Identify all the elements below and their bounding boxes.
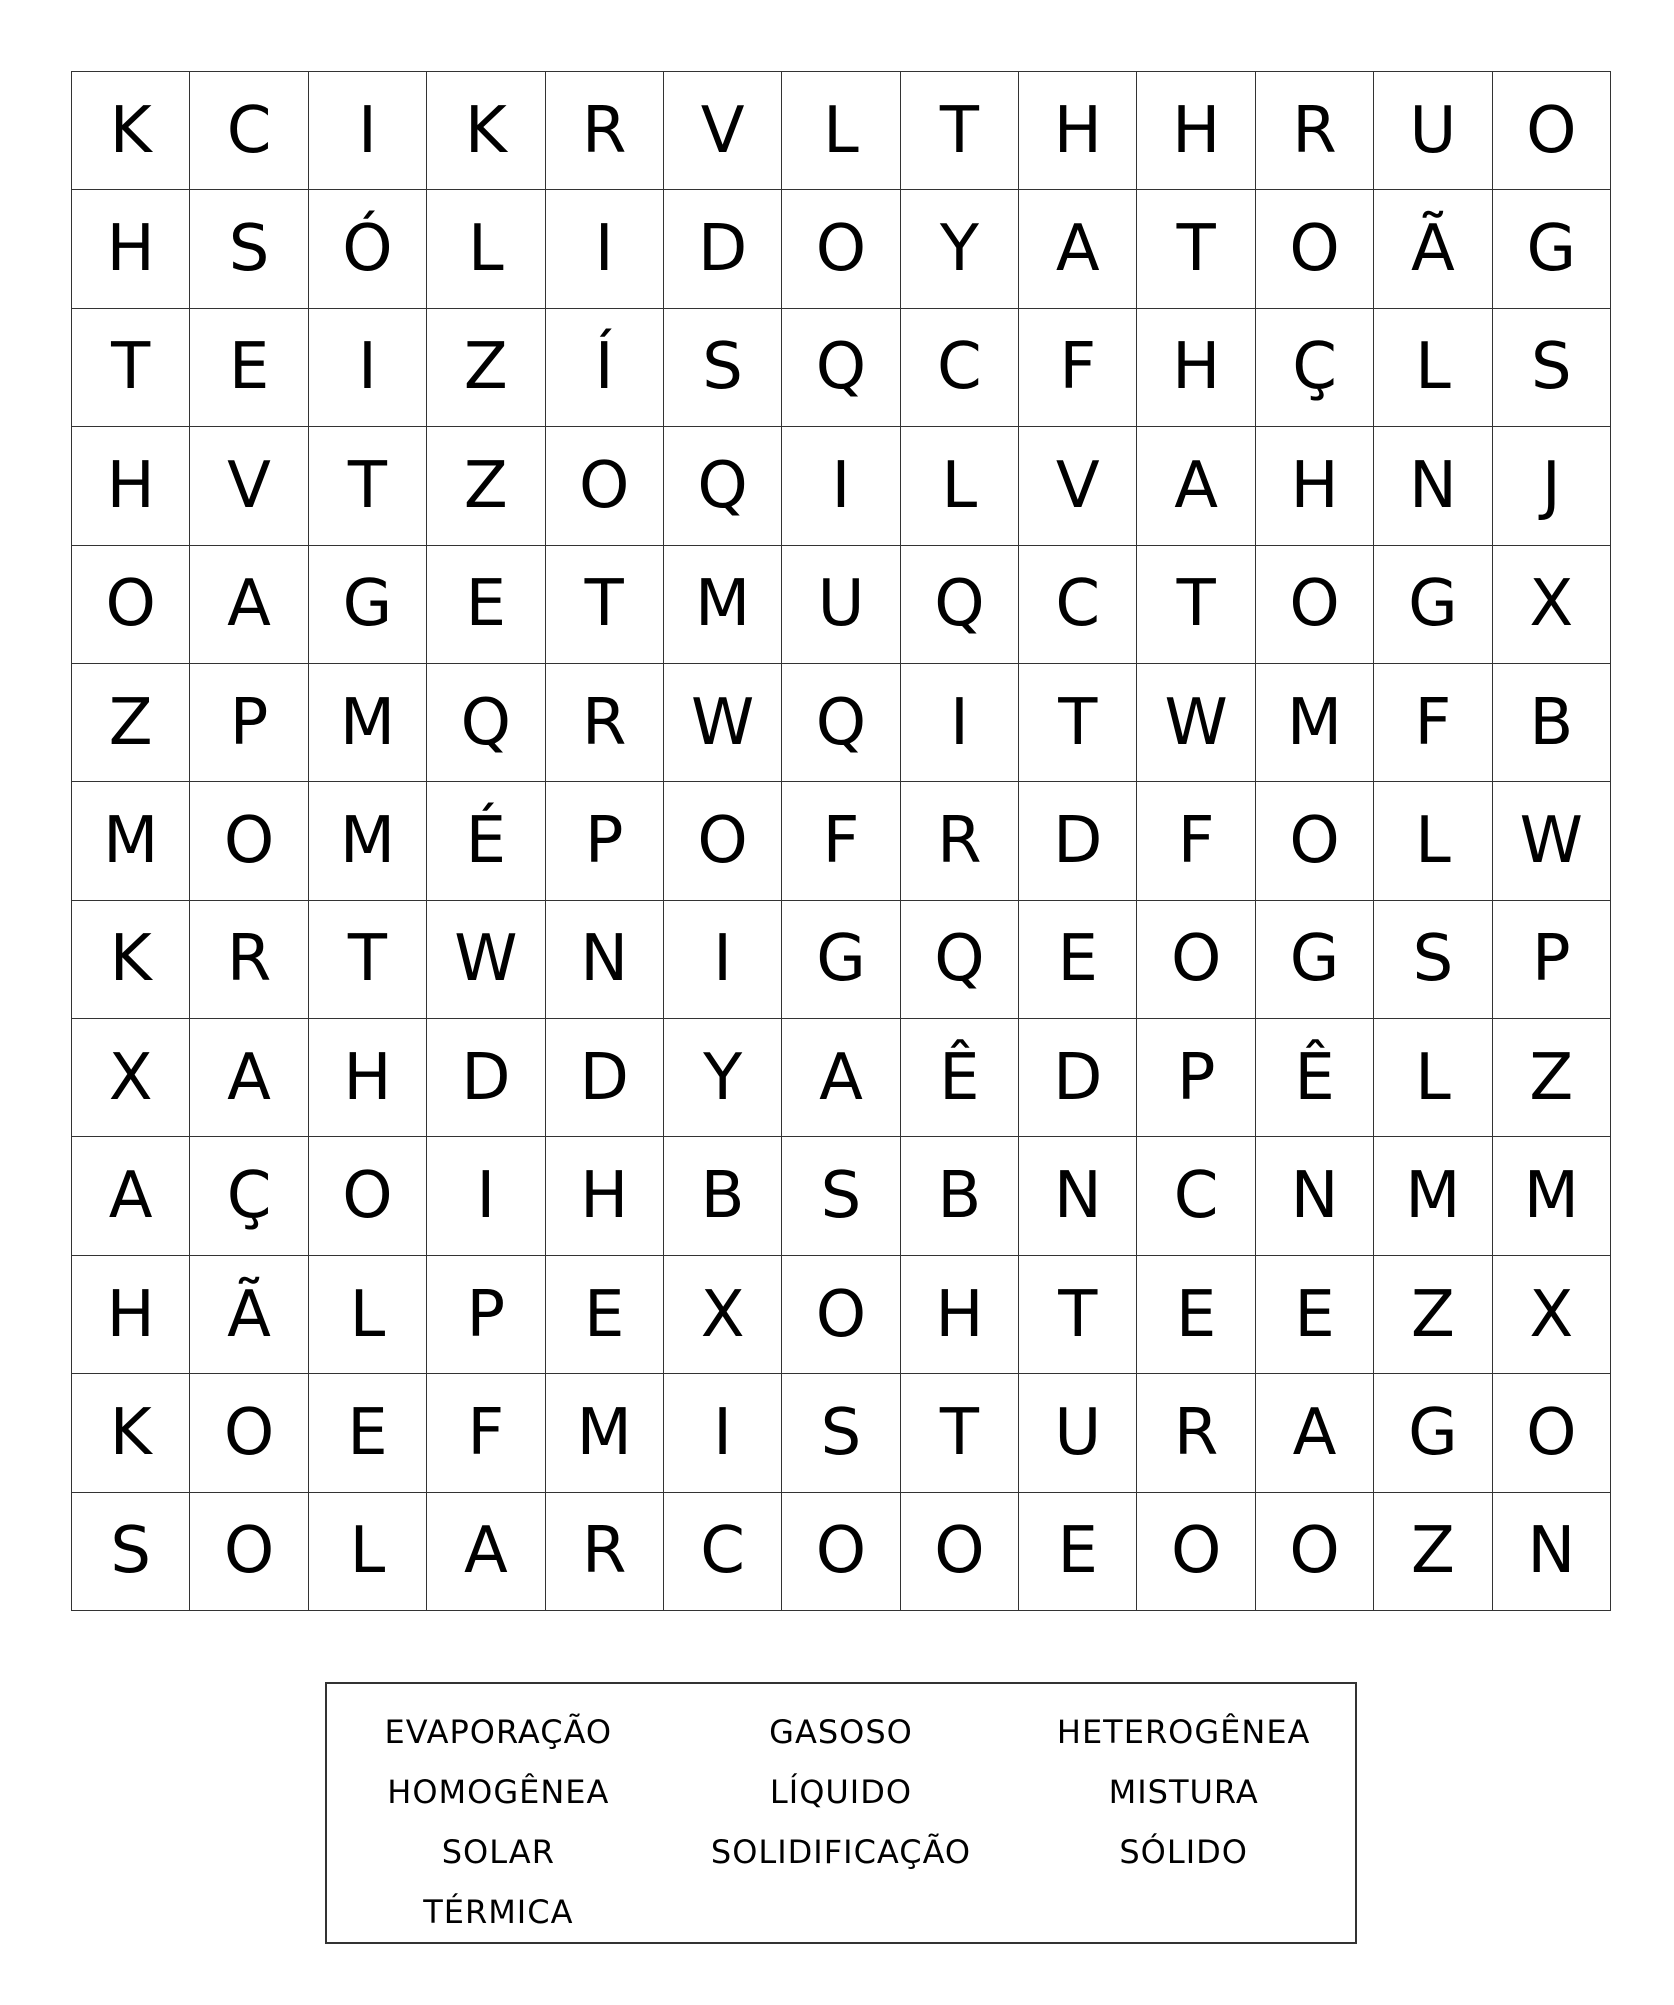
grid-cell[interactable]: J: [1493, 427, 1611, 545]
grid-cell[interactable]: M: [546, 1374, 664, 1492]
grid-cell[interactable]: N: [1019, 1137, 1137, 1255]
grid-cell[interactable]: X: [664, 1256, 782, 1374]
grid-cell[interactable]: Ó: [309, 190, 427, 308]
grid-cell[interactable]: P: [546, 782, 664, 900]
grid-cell[interactable]: L: [1374, 309, 1492, 427]
grid-cell[interactable]: G: [782, 901, 900, 1019]
grid-cell[interactable]: O: [190, 782, 308, 900]
grid-cell[interactable]: T: [1137, 190, 1255, 308]
word-search-grid: [71, 71, 1611, 1611]
grid-cell[interactable]: T: [1019, 1256, 1137, 1374]
grid-cell[interactable]: Ê: [1256, 1019, 1374, 1137]
grid-cell[interactable]: T: [72, 309, 190, 427]
grid-cell[interactable]: Q: [427, 664, 545, 782]
grid-cell[interactable]: M: [1493, 1137, 1611, 1255]
grid-cell[interactable]: C: [190, 72, 308, 190]
grid-cell[interactable]: V: [190, 427, 308, 545]
grid-cell[interactable]: Z: [1374, 1256, 1492, 1374]
grid-cell[interactable]: F: [782, 782, 900, 900]
word-bank-column: [327, 1702, 670, 1942]
grid-cell[interactable]: O: [1256, 190, 1374, 308]
grid-cell[interactable]: M: [664, 546, 782, 664]
grid-cell[interactable]: O: [190, 1374, 308, 1492]
grid-cell[interactable]: A: [72, 1137, 190, 1255]
word-bank-column: [670, 1702, 1013, 1942]
grid-cell[interactable]: M: [1256, 664, 1374, 782]
grid-cell[interactable]: T: [1137, 546, 1255, 664]
grid-cell[interactable]: K: [72, 72, 190, 190]
grid-cell[interactable]: U: [1374, 72, 1492, 190]
grid-cell[interactable]: S: [1374, 901, 1492, 1019]
grid-cell[interactable]: E: [1019, 901, 1137, 1019]
grid-cell[interactable]: G: [1256, 901, 1374, 1019]
grid-cell[interactable]: Z: [1374, 1493, 1492, 1611]
grid-cell[interactable]: H: [1256, 427, 1374, 545]
grid-cell[interactable]: A: [190, 546, 308, 664]
grid-cell[interactable]: L: [309, 1493, 427, 1611]
grid-cell[interactable]: D: [664, 190, 782, 308]
grid-cell[interactable]: A: [1137, 427, 1255, 545]
grid-cell[interactable]: H: [901, 1256, 1019, 1374]
grid-cell[interactable]: R: [546, 1493, 664, 1611]
grid-cell[interactable]: S: [72, 1493, 190, 1611]
grid-cell[interactable]: D: [1019, 1019, 1137, 1137]
grid-cell[interactable]: U: [782, 546, 900, 664]
grid-cell[interactable]: T: [901, 1374, 1019, 1492]
word-bank-item: MISTURA: [1108, 1773, 1259, 1811]
grid-cell[interactable]: Í: [546, 309, 664, 427]
grid-cell[interactable]: M: [1374, 1137, 1492, 1255]
grid-cell[interactable]: P: [1137, 1019, 1255, 1137]
grid-cell[interactable]: I: [782, 427, 900, 545]
grid-cell[interactable]: O: [782, 190, 900, 308]
grid-cell[interactable]: T: [1019, 664, 1137, 782]
grid-cell[interactable]: F: [1019, 309, 1137, 427]
grid-cell[interactable]: E: [1256, 1256, 1374, 1374]
grid-cell[interactable]: H: [72, 427, 190, 545]
grid-cell[interactable]: H: [1137, 72, 1255, 190]
grid-cell[interactable]: O: [1137, 901, 1255, 1019]
grid-cell[interactable]: Y: [664, 1019, 782, 1137]
grid-cell[interactable]: X: [1493, 1256, 1611, 1374]
grid-cell[interactable]: Q: [901, 546, 1019, 664]
grid-cell[interactable]: O: [1256, 1493, 1374, 1611]
grid-cell[interactable]: Z: [427, 427, 545, 545]
grid-cell[interactable]: R: [1256, 72, 1374, 190]
grid-cell[interactable]: N: [1493, 1493, 1611, 1611]
grid-cell[interactable]: M: [309, 664, 427, 782]
grid-cell[interactable]: E: [1019, 1493, 1137, 1611]
grid-cell[interactable]: O: [1493, 72, 1611, 190]
word-bank-item: TÉRMICA: [423, 1893, 574, 1931]
grid-cell[interactable]: O: [1137, 1493, 1255, 1611]
grid-cell[interactable]: O: [309, 1137, 427, 1255]
grid-cell[interactable]: D: [1019, 782, 1137, 900]
grid-cell[interactable]: A: [427, 1493, 545, 1611]
grid-cell[interactable]: N: [1256, 1137, 1374, 1255]
grid-cell[interactable]: S: [1493, 309, 1611, 427]
grid-cell[interactable]: O: [546, 427, 664, 545]
grid-cell[interactable]: Y: [901, 190, 1019, 308]
grid-cell[interactable]: G: [1374, 546, 1492, 664]
word-bank-item: SOLAR: [441, 1833, 555, 1871]
grid-cell[interactable]: P: [1493, 901, 1611, 1019]
grid-cell[interactable]: T: [309, 901, 427, 1019]
grid-cell[interactable]: O: [782, 1493, 900, 1611]
grid-cell[interactable]: C: [1137, 1137, 1255, 1255]
grid-cell[interactable]: B: [664, 1137, 782, 1255]
grid-cell[interactable]: U: [1019, 1374, 1137, 1492]
grid-cell[interactable]: R: [546, 72, 664, 190]
grid-cell[interactable]: I: [427, 1137, 545, 1255]
grid-cell[interactable]: S: [664, 309, 782, 427]
grid-cell[interactable]: Ç: [1256, 309, 1374, 427]
grid-cell[interactable]: R: [546, 664, 664, 782]
grid-cell[interactable]: É: [427, 782, 545, 900]
grid-cell[interactable]: I: [664, 901, 782, 1019]
grid-cell[interactable]: S: [782, 1374, 900, 1492]
grid-cell[interactable]: P: [427, 1256, 545, 1374]
grid-cell[interactable]: W: [1137, 664, 1255, 782]
grid-cell[interactable]: O: [190, 1493, 308, 1611]
grid-cell[interactable]: Ã: [1374, 190, 1492, 308]
grid-cell[interactable]: L: [782, 72, 900, 190]
grid-cell[interactable]: H: [309, 1019, 427, 1137]
grid-cell[interactable]: O: [1256, 782, 1374, 900]
grid-cell[interactable]: M: [309, 782, 427, 900]
grid-cell[interactable]: Ê: [901, 1019, 1019, 1137]
grid-cell[interactable]: K: [72, 901, 190, 1019]
grid-cell[interactable]: G: [1374, 1374, 1492, 1492]
word-bank-item: SOLIDIFICAÇÃO: [710, 1833, 972, 1871]
grid-cell[interactable]: L: [901, 427, 1019, 545]
grid-cell[interactable]: S: [190, 190, 308, 308]
grid-cell[interactable]: H: [72, 1256, 190, 1374]
word-bank-item: HETEROGÊNEA: [1056, 1713, 1311, 1751]
grid-cell[interactable]: M: [72, 782, 190, 900]
grid-cell[interactable]: O: [782, 1256, 900, 1374]
grid-cell[interactable]: X: [72, 1019, 190, 1137]
grid-cell[interactable]: V: [1019, 427, 1137, 545]
grid-cell[interactable]: W: [1493, 782, 1611, 900]
grid-cell[interactable]: E: [190, 309, 308, 427]
grid-cell[interactable]: K: [427, 72, 545, 190]
word-bank: [325, 1682, 1357, 1944]
grid-cell[interactable]: D: [546, 1019, 664, 1137]
grid-cell[interactable]: B: [901, 1137, 1019, 1255]
grid-cell[interactable]: P: [190, 664, 308, 782]
grid-cell[interactable]: G: [309, 546, 427, 664]
grid-cell[interactable]: Q: [782, 664, 900, 782]
word-bank-column: [1012, 1702, 1355, 1942]
grid-cell[interactable]: O: [901, 1493, 1019, 1611]
grid-cell[interactable]: Z: [1493, 1019, 1611, 1137]
grid-cell[interactable]: E: [1137, 1256, 1255, 1374]
grid-cell[interactable]: K: [72, 1374, 190, 1492]
grid-cell[interactable]: A: [782, 1019, 900, 1137]
grid-cell[interactable]: B: [1493, 664, 1611, 782]
grid-cell[interactable]: X: [1493, 546, 1611, 664]
grid-cell[interactable]: V: [664, 72, 782, 190]
grid-cell[interactable]: O: [1256, 546, 1374, 664]
grid-cell[interactable]: C: [1019, 546, 1137, 664]
grid-cell[interactable]: F: [427, 1374, 545, 1492]
word-bank-item: EVAPORAÇÃO: [384, 1713, 613, 1751]
grid-cell[interactable]: Z: [72, 664, 190, 782]
grid-cell[interactable]: F: [1137, 782, 1255, 900]
grid-cell[interactable]: Q: [901, 901, 1019, 1019]
grid-cell[interactable]: H: [1019, 72, 1137, 190]
word-bank-item: SÓLIDO: [1119, 1833, 1248, 1871]
word-bank-item: LÍQUIDO: [769, 1773, 913, 1811]
grid-cell[interactable]: E: [309, 1374, 427, 1492]
grid-cell[interactable]: C: [664, 1493, 782, 1611]
grid-cell[interactable]: D: [427, 1019, 545, 1137]
grid-cell[interactable]: L: [427, 190, 545, 308]
grid-cell[interactable]: T: [546, 546, 664, 664]
word-bank-item: GASOSO: [769, 1713, 913, 1751]
grid-cell[interactable]: F: [1374, 664, 1492, 782]
grid-cell[interactable]: I: [901, 664, 1019, 782]
grid-cell[interactable]: Q: [782, 309, 900, 427]
grid-cell[interactable]: A: [190, 1019, 308, 1137]
grid-cell[interactable]: H: [1137, 309, 1255, 427]
grid-cell[interactable]: E: [546, 1256, 664, 1374]
grid-cell[interactable]: Q: [664, 427, 782, 545]
grid-cell[interactable]: O: [1493, 1374, 1611, 1492]
grid-cell[interactable]: A: [1019, 190, 1137, 308]
grid-cell[interactable]: O: [72, 546, 190, 664]
grid-cell[interactable]: W: [427, 901, 545, 1019]
grid-cell[interactable]: G: [1493, 190, 1611, 308]
grid-cell[interactable]: I: [664, 1374, 782, 1492]
grid-cell[interactable]: Ã: [190, 1256, 308, 1374]
grid-cell[interactable]: O: [664, 782, 782, 900]
grid-cell[interactable]: I: [546, 190, 664, 308]
grid-cell[interactable]: R: [190, 901, 308, 1019]
grid-cell[interactable]: R: [1137, 1374, 1255, 1492]
grid-cell[interactable]: I: [309, 72, 427, 190]
grid-cell[interactable]: N: [1374, 427, 1492, 545]
grid-cell[interactable]: W: [664, 664, 782, 782]
grid-cell[interactable]: C: [901, 309, 1019, 427]
grid-cell[interactable]: Z: [427, 309, 545, 427]
grid-cell[interactable]: S: [782, 1137, 900, 1255]
grid-cell[interactable]: H: [72, 190, 190, 308]
grid-cell[interactable]: T: [901, 72, 1019, 190]
grid-cell[interactable]: T: [309, 427, 427, 545]
grid-cell[interactable]: L: [1374, 782, 1492, 900]
word-bank-item: HOMOGÊNEA: [387, 1773, 610, 1811]
grid-cell[interactable]: I: [309, 309, 427, 427]
grid-cell[interactable]: H: [546, 1137, 664, 1255]
grid-cell[interactable]: Ç: [190, 1137, 308, 1255]
grid-cell[interactable]: N: [546, 901, 664, 1019]
grid-cell[interactable]: L: [1374, 1019, 1492, 1137]
grid-cell[interactable]: E: [427, 546, 545, 664]
grid-cell[interactable]: A: [1256, 1374, 1374, 1492]
grid-cell[interactable]: L: [309, 1256, 427, 1374]
grid-cell[interactable]: R: [901, 782, 1019, 900]
